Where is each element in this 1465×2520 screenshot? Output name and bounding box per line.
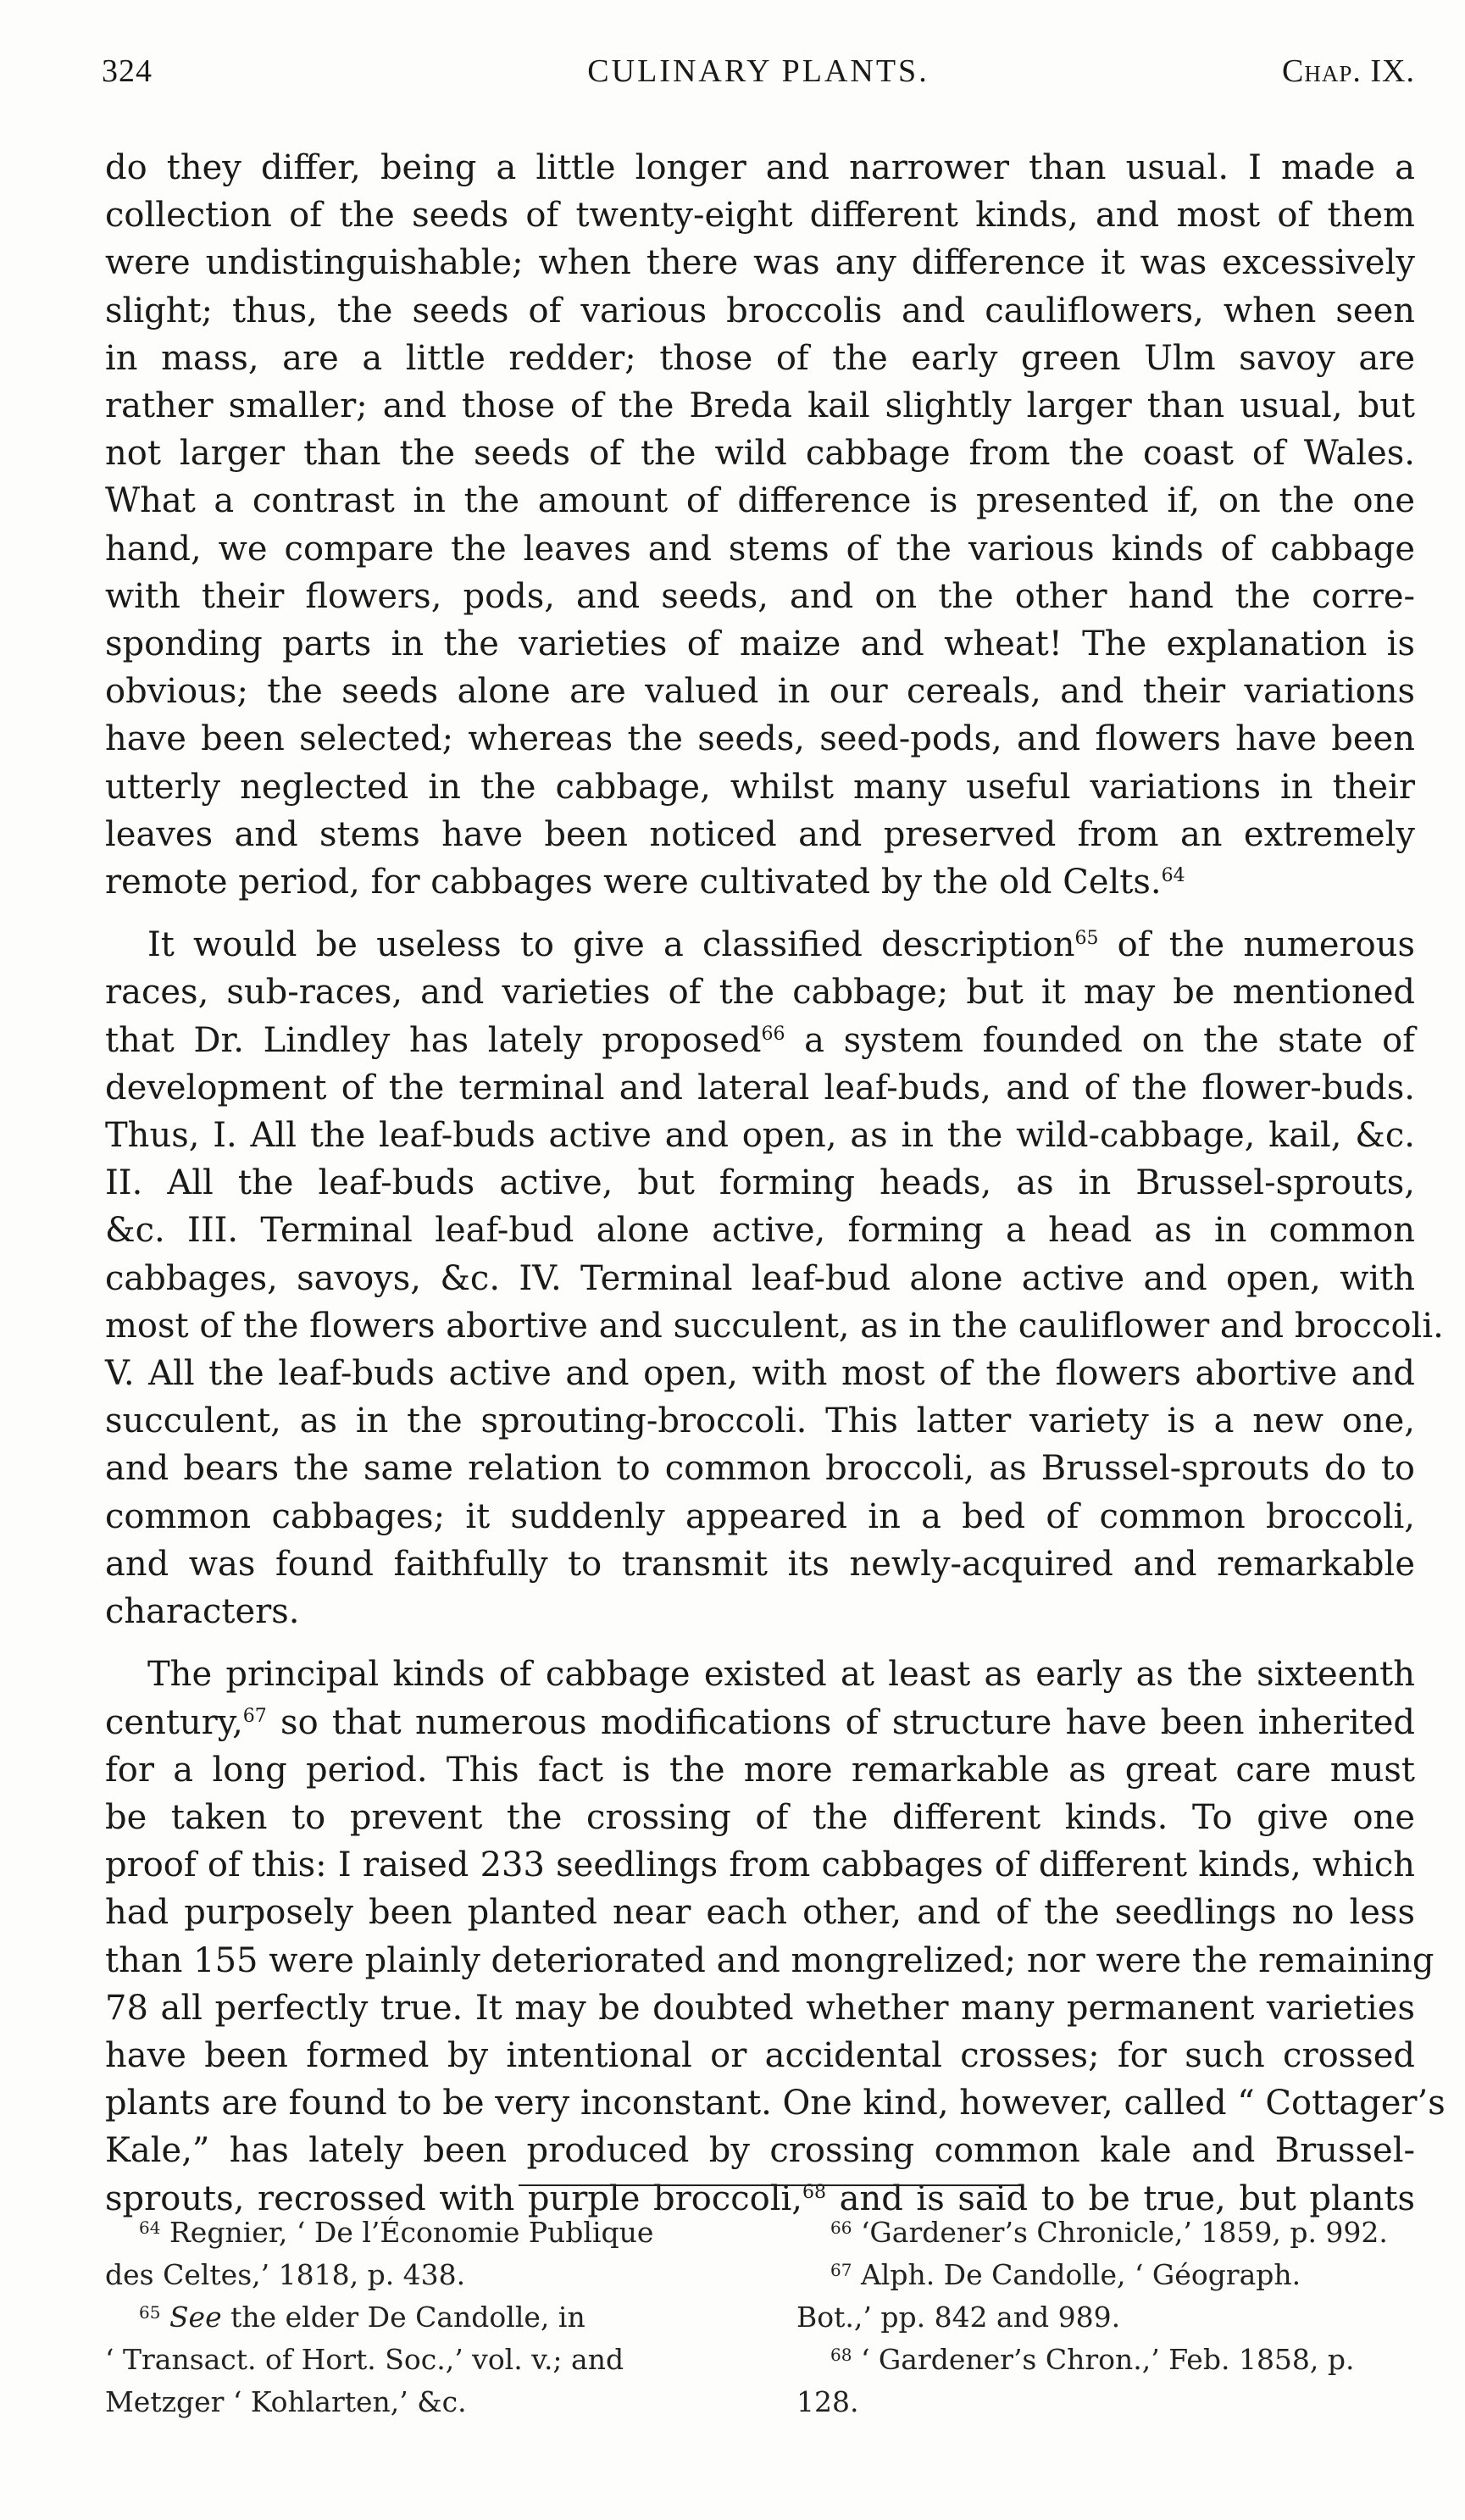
text-fragment: Alph. De Candolle, ‘ Géograph.	[852, 2258, 1301, 2291]
footnotes-right-column	[796, 2212, 1423, 2423]
footnote-line: ‘ Transact. of Hort. Soc.,’ vol. v.; and	[105, 2343, 624, 2376]
footnote-line	[105, 2301, 585, 2334]
text-line: have been selected; whereas the seeds, seed-pods, and flowers have been	[105, 719, 1415, 759]
text-line: obvious; the seeds alone are valued in our cereals, and their variations	[105, 672, 1415, 712]
text-line: The principal kinds of cabbage existed at least as early as the sixteenth	[147, 1655, 1415, 1695]
footnote-line: 128.	[796, 2385, 859, 2418]
text-line: collection of the seeds of twenty-eight different kinds, and most of them	[105, 196, 1415, 236]
footnote-number: 68	[830, 2345, 852, 2365]
footnote-divider	[519, 2184, 1022, 2186]
body-text	[105, 144, 1446, 2223]
footnote-ref-66[interactable]: 66	[761, 1023, 785, 1045]
paragraph-3	[105, 1651, 1446, 2222]
text-line: &c. III. Terminal leaf-bud alone active, forming a head as in common	[105, 1211, 1415, 1251]
text-line	[105, 1699, 1415, 1746]
text-line: characters.	[105, 1592, 300, 1632]
footnote-line	[796, 2343, 1355, 2376]
text-line: had purposely been planted near each other, and of the seedlings no less	[105, 1893, 1415, 1933]
text-line: than 155 were plainly deteriorated and mongrelized; nor were the remaining	[105, 1940, 1434, 1980]
text-fragment: remote period, for cabbages were cultivated by the old Celts.	[105, 863, 1162, 902]
text-fragment: ‘Gardener’s Chronicle,’ 1859, p. 992.	[852, 2216, 1388, 2249]
text-line: were undistinguishable; when there was any difference it was excessively	[105, 243, 1415, 283]
footnote-line: Metzger ‘ Kohlarten,’ &c.	[105, 2385, 467, 2418]
text-line: slight; thus, the seeds of various broccolis and cauliflowers, when seen	[105, 291, 1415, 330]
text-line: leaves and stems have been noticed and preserved from an extremely	[105, 814, 1415, 854]
paragraph-1	[105, 144, 1415, 906]
footnote-68	[796, 2339, 1423, 2423]
text-line	[105, 921, 1415, 969]
footnote-line	[796, 2258, 1301, 2291]
text-fragment: so that numerous modifications of structure have been inherited	[266, 1702, 1415, 1742]
text-line	[105, 858, 1415, 906]
text-line: proof of this: I raised 233 seedlings from cabbages of different kinds, which	[105, 1846, 1415, 1885]
footnote-ref-68[interactable]: 68	[802, 2181, 826, 2203]
text-line: and was found faithfully to transmit its newly-acquired and remarkable	[105, 1544, 1415, 1584]
text-fragment: century,	[105, 1702, 243, 1742]
text-fragment: a system founded on the state of	[785, 1020, 1415, 1060]
footnote-number: 66	[830, 2217, 852, 2238]
text-fragment: the elder De Candolle, in	[221, 2301, 585, 2334]
text-line: be taken to prevent the crossing of the different kinds. To give one	[105, 1797, 1415, 1837]
text-line: have been formed by intentional or accidental crosses; for such crossed	[105, 2035, 1415, 2075]
footnote-line	[105, 2216, 653, 2249]
page-number: 324	[102, 53, 153, 89]
text-line: hand, we compare the leaves and stems of the various kinds of cabbage	[105, 529, 1415, 569]
footnote-66	[796, 2212, 1423, 2254]
footnote-ref-67[interactable]: 67	[242, 1705, 267, 1727]
text-line: utterly neglected in the cabbage, whilst many useful variations in their	[105, 767, 1415, 807]
footnote-ref-64[interactable]: 64	[1161, 865, 1185, 887]
running-title: CULINARY PLANTS.	[587, 53, 929, 89]
text-line: do they differ, being a little longer and narrower than usual. I made a	[105, 148, 1415, 187]
footnote-67	[796, 2254, 1423, 2339]
text-line: succulent, as in the sprouting-broccoli. This latter variety is a new one,	[105, 1402, 1415, 1441]
text-line: and bears the same relation to common broccoli, as Brussel-sprouts do to	[105, 1449, 1415, 1489]
chapter-label: Chap. IX.	[1282, 53, 1415, 89]
text-line: V. All the leaf-buds active and open, with most of the flowers abortive and	[105, 1354, 1415, 1394]
text-line: races, sub-races, and varieties of the cabbage; but it may be mentioned	[105, 973, 1415, 1013]
footnote-number: 67	[830, 2260, 852, 2280]
text-fragment: Regnier, ‘ De l’Économie Publique	[160, 2216, 654, 2249]
text-fragment: ‘ Gardener’s Chron.,’ Feb. 1858, p.	[852, 2343, 1355, 2376]
text-fragment: See	[160, 2301, 222, 2334]
footnote-65	[105, 2296, 749, 2423]
text-line: sponding parts in the varieties of maize and wheat! The explanation is	[105, 624, 1415, 664]
text-fragment: and is said to be true, but plants	[826, 2179, 1415, 2218]
text-line: for a long period. This fact is the more remarkable as great care must	[105, 1750, 1415, 1790]
text-line: in mass, are a little redder; those of the early green Ulm savoy are	[105, 338, 1415, 378]
footnote-64	[105, 2212, 749, 2296]
footnotes-left-column	[105, 2212, 749, 2423]
text-line	[105, 1017, 1415, 1064]
text-line: with their flowers, pods, and seeds, and on the other hand the corre-	[105, 576, 1415, 616]
text-line: cabbages, savoys, &c. IV. Terminal leaf-bud alone active and open, with	[105, 1258, 1415, 1298]
running-head	[102, 42, 1415, 93]
footnote-number: 64	[139, 2217, 161, 2238]
text-fragment: It would be useless to give a classified description	[147, 925, 1075, 965]
footnote-line	[796, 2216, 1388, 2249]
text-line: plants are found to be very inconstant. One kind, however, called “ Cottager’s	[105, 2084, 1446, 2123]
text-fragment: of the numerous	[1098, 925, 1416, 965]
text-fragment: that Dr. Lindley has lately proposed	[105, 1020, 762, 1060]
footnote-ref-65[interactable]: 65	[1074, 928, 1099, 950]
text-line: 78 all perfectly true. It may be doubted whether many permanent varieties	[105, 1988, 1415, 2028]
text-line: development of the terminal and lateral leaf-buds, and of the flower-buds.	[105, 1068, 1415, 1107]
text-fragment: sprouts, recrossed with purple broccoli,	[105, 2179, 802, 2218]
paragraph-2	[105, 921, 1444, 1635]
text-line: Thus, I. All the leaf-buds active and open, as in the wild-cabbage, kail, &c.	[105, 1116, 1415, 1156]
text-line: Kale,” has lately been produced by crossing common kale and Brussel-	[105, 2131, 1415, 2171]
text-line: most of the flowers abortive and succulent, as in the cauliflower and broccoli.	[105, 1306, 1444, 1346]
text-line: What a contrast in the amount of difference is presented if, on the one	[105, 481, 1415, 521]
text-line: not larger than the seeds of the wild cabbage from the coast of Wales.	[105, 434, 1415, 474]
text-line: common cabbages; it suddenly appeared in a bed of common broccoli,	[105, 1496, 1415, 1536]
text-line: rather smaller; and those of the Breda kail slightly larger than usual, but	[105, 386, 1415, 426]
footnote-line: Bot.,’ pp. 842 and 989.	[796, 2301, 1121, 2334]
text-line: II. All the leaf-buds active, but forming heads, as in Brussel-sprouts,	[105, 1163, 1415, 1203]
footnote-number: 65	[139, 2302, 161, 2323]
footnote-line: des Celtes,’ 1818, p. 438.	[105, 2258, 466, 2291]
